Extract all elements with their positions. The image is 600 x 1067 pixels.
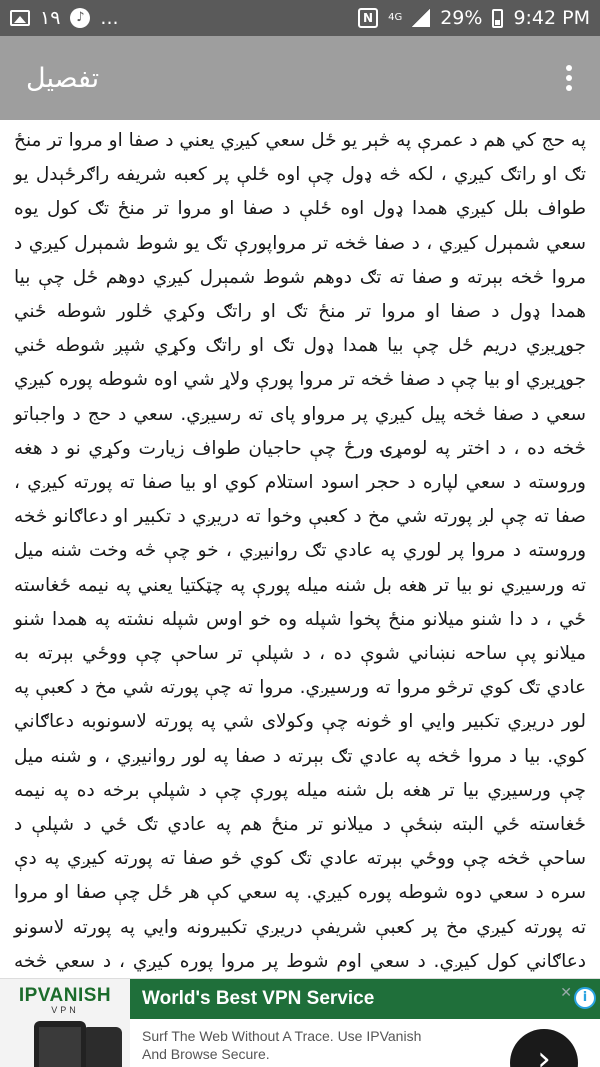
ad-content[interactable] — [130, 979, 600, 1067]
music-notification-icon: ♪ — [70, 8, 90, 28]
status-right — [358, 7, 590, 29]
clock: 9:42 PM — [513, 7, 590, 29]
signal-icon — [412, 9, 430, 27]
ad-image[interactable] — [0, 979, 130, 1067]
ad-brand-logo: IPVANISH — [18, 985, 112, 1006]
phone-image-front — [34, 1021, 86, 1067]
article-scroll-area[interactable] — [0, 120, 600, 978]
page-title: تفصیل — [26, 62, 100, 94]
gallery-notification-icon — [10, 10, 30, 26]
ad-cta-arrow-button[interactable]: › — [510, 1029, 578, 1067]
ad-brand-sub: VPN — [51, 1005, 79, 1015]
app-bar — [0, 36, 600, 120]
ad-headline[interactable]: World's Best VPN Service — [130, 979, 600, 1019]
status-bar — [0, 0, 600, 36]
ad-info-icon[interactable]: i — [574, 987, 596, 1009]
more-notifications: ... — [100, 7, 119, 29]
phone-image — [82, 1027, 122, 1067]
ad-close-icon[interactable]: ✕ — [560, 985, 572, 1001]
battery-percent: 29% — [440, 7, 483, 29]
ad-banner[interactable] — [0, 978, 600, 1067]
nfc-icon: N — [358, 8, 378, 28]
overflow-menu-icon[interactable] — [560, 59, 578, 97]
battery-icon — [492, 9, 503, 28]
status-left — [10, 7, 119, 29]
network-type: 4G — [388, 12, 403, 23]
notification-count: ۱۹ — [40, 7, 61, 29]
ad-body-text: Surf The Web Without A Trace. Use IPVanish And Browse Secure. — [142, 1028, 422, 1062]
article-text: په حج کي هم د عمرې په څېر يو ځل سعي کيږي يعني د صفا او مروا تر منځ تګ او راتګ کيږي ، لکه څه ډول چې اوه ځلې پر کعبه شريفه راګرځېدل يو طواف بلل کيږي همدا ډول اوه ځلې د صفا او مروا تر منځ تګ کول يوه سعي شمېرل کيږي ، د صفا څخه تر مرواپورې تګ يو شوط شمېرل کيږي د مروا څخه بېرته و صفا ته تګ دوهم شوط شمېرل کيږي دوهم ځل چې بيا همدا ډول د صفا او مروا تر منځ تګ او راتګ وکړي څلور شوطه ځني جوړيږي دريم ځل چې بيا همدا ډول تګ او راتګ وکړي شپږ شوطه ځني جوړيږي او بيا چې د صفا څخه تر مروا پورې ولاړ شي اوه شوطه پوره کيږي سعي د صفا څخه پيل کيږي پر مرواو پای ته رسيږي. سعي د حج د واجباتو څخه ده ، د اختر په لومړۍ ورځ چې حاجيان طواف زيارت وکړي نو د هغه وروسته د سعي لپاره د حجر اسود استلام کوي او بيا صفا ته پورته کيږي ، صفا ته چې لږ پورته شي مخ د کعبې وخوا ته دريږي د تکبير او دعاګانو څخه وروسته د مروا پر لوري په عادي تګ روانيږي ، خو چې څه وخت شنه ميل ته ورسيږي نو بيا تر هغه بل شنه ميله پورې په چټکتيا يعني په نيمه ځغاسته ځي ، د دا شنو ميلانو منځ پخوا شپله وه خو اوس شپله نشته په همدا شنو ميلانو پې ساحه نښاني شوې ده ، د شپلې تر ساحې چې ووځي بېرته به عادي تګ کوي ترڅو مروا ته ورسيږي. مروا ته چې پورته شي مخ د کعبې په لور دريږي تکبير وايي او څونه چې وکولای شي په پورته لاسونوبه دعاګاني کوي. بيا د مروا څخه په عادي تګ بېرته د صفا په لور روانيږي ، و شنه ميل چې ورسيږي بيا تر هغه بل شنه ميله پورې چې د شپلې برخه ده په نيمه ځغاسته ځي البته ښځې د ميلانو تر منځ هم په عادي تګ ځي د شپلې د ساحې څخه چې ووځي بېرته عادي تګ کوي څو صفا ته پورته کيږي په دې سره د سعي دوه شوطه پوره کيږي. په سعي کې هر ځل چې صفا او مروا ته پورته کيږي مخ پر کعبې شريفې دريږي تکبيرونه وايي په پورته لاسونو دعاګاني کول کيږي. د سعي اوم شوط پر مروا پوره کيږي ، د سعي څخه — [14, 130, 586, 972]
